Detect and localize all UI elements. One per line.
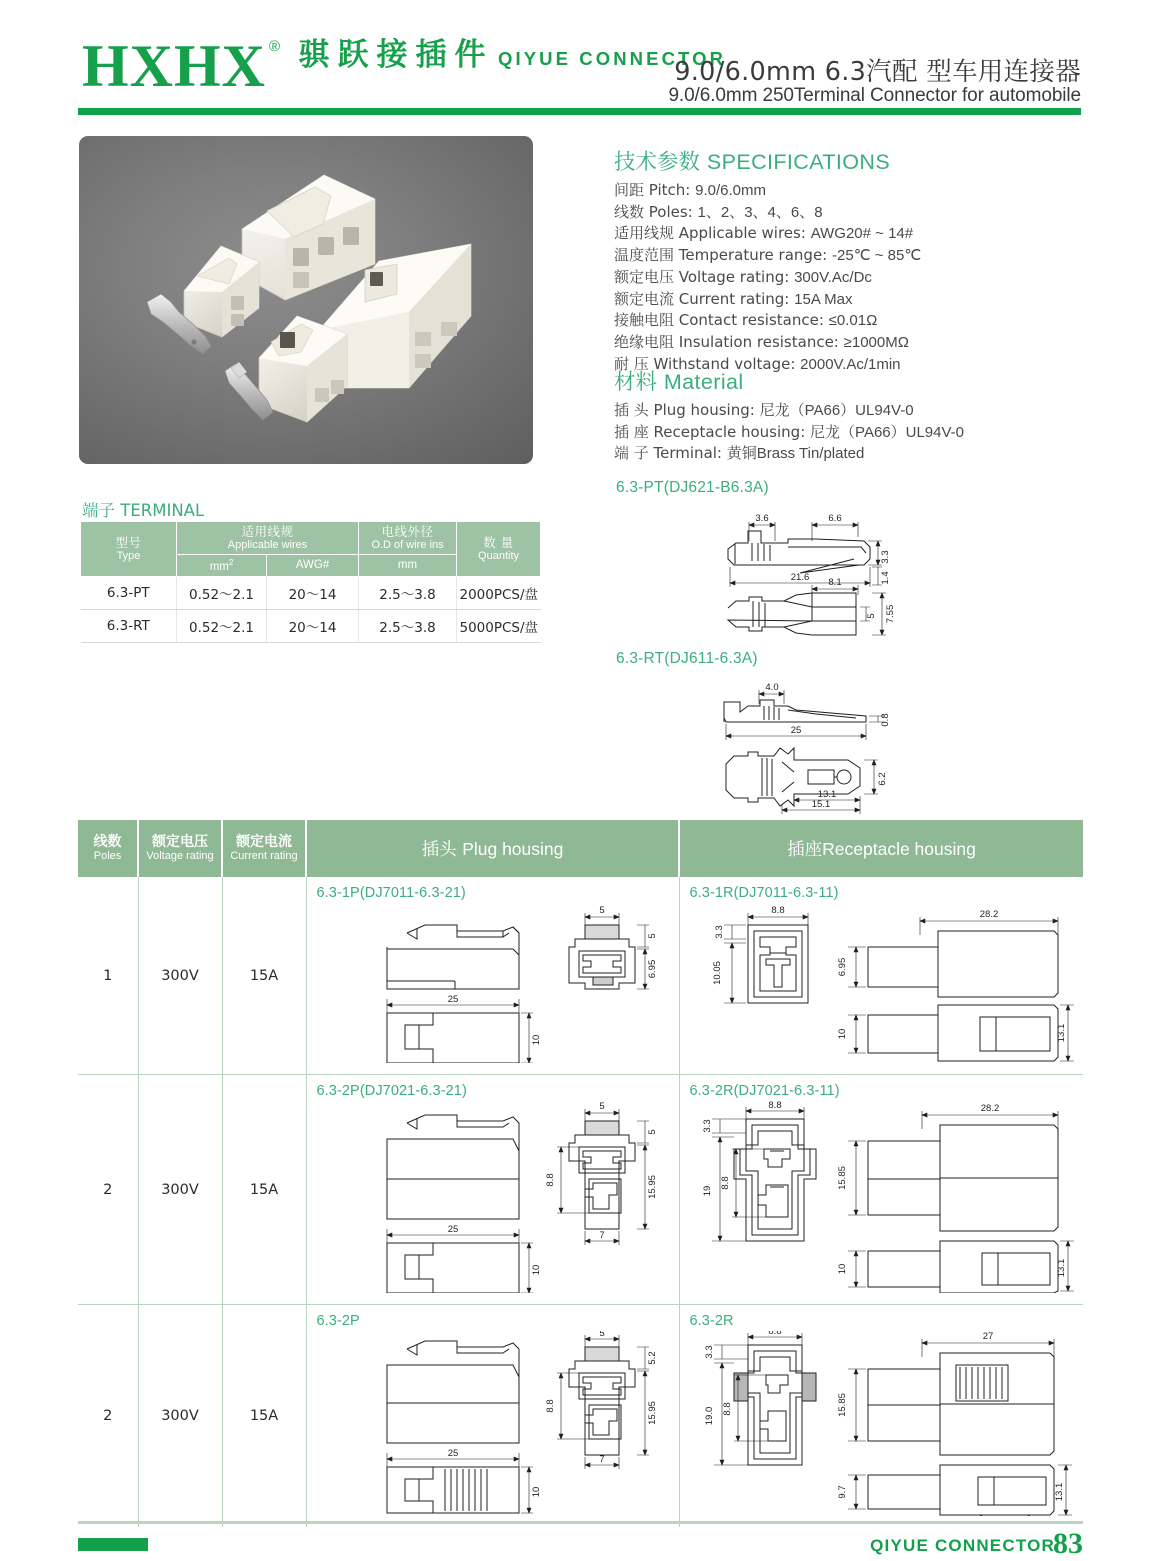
- dim-5: 5: [598, 905, 605, 916]
- spec-value: ≥1000MΩ: [843, 333, 909, 351]
- dim-5: 5: [598, 1101, 605, 1112]
- main-table-header-row: [78, 820, 1083, 877]
- dim-10: 10: [530, 1264, 542, 1276]
- spec-value: 1、2、3、4、6、8: [697, 203, 823, 221]
- spec-row: [614, 289, 1034, 311]
- connector-4pole-plug: [242, 175, 375, 300]
- cell-plug-drawing: [306, 877, 679, 1075]
- dim-7: 7: [598, 1454, 605, 1465]
- col-od-wire: 电线外径 O.D of wire ins: [359, 522, 457, 555]
- dim-5: 5: [866, 613, 877, 619]
- cell-qty: 2000PCS/盘: [457, 576, 541, 609]
- dim-25: 25: [447, 1224, 458, 1235]
- spec-label: 绝缘电阻 Insulation resistance:: [614, 332, 839, 351]
- dim-25: 25: [790, 725, 802, 736]
- material-title-cn: 材料: [614, 370, 658, 395]
- terminal-drawing-rt: [616, 650, 956, 819]
- receptacle-part-label: 6.3-2R: [689, 1313, 734, 1329]
- col-applicable-wires: 适用线规 Applicable wires: [177, 522, 359, 555]
- dim-15-95: 15.95: [646, 1175, 658, 1199]
- dim-10: 10: [530, 1486, 542, 1498]
- material-label: 端 子 Terminal:: [614, 444, 722, 463]
- cell-poles: 2: [78, 1075, 138, 1305]
- spec-value: 15A Max: [794, 290, 853, 308]
- dim-19: 19: [701, 1185, 713, 1197]
- dim-21-6: 21.6: [790, 572, 810, 583]
- dim-27: 27: [982, 1331, 993, 1342]
- product-photo: [79, 136, 533, 464]
- col-mm: mm: [359, 555, 457, 577]
- dim-1-4: 1.4: [880, 571, 891, 585]
- material-title: [614, 365, 1034, 396]
- spec-label: 适用线规 Applicable wires:: [614, 224, 806, 243]
- specifications-title-cn: 技术参数: [614, 150, 701, 175]
- connector-2pole-plug: [184, 246, 259, 337]
- terminal-drawing-pt: [616, 479, 956, 648]
- spec-label: 接触电阻 Contact resistance:: [614, 311, 824, 330]
- cell-type: 6.3-RT: [81, 609, 177, 642]
- connector-receptacle-small: [259, 316, 347, 422]
- dim-25: 25: [447, 994, 458, 1005]
- specifications-title-en: SPECIFICATIONS: [706, 150, 891, 174]
- page-title-english: 9.0/6.0mm 250Terminal Connector for automobile: [668, 85, 1081, 106]
- col-quantity: 数 量 Quantity: [457, 522, 541, 577]
- page-number: 83: [1053, 1527, 1083, 1560]
- cell-receptacle-drawing: [679, 1305, 1083, 1528]
- cell-mm2: 0.52～2.1: [177, 576, 267, 609]
- registered-trademark-icon: ®: [269, 38, 281, 55]
- dim-7: 7: [598, 1230, 605, 1241]
- cell-plug-drawing: [306, 1075, 679, 1305]
- terminal-pt-label: 6.3-PT(DJ621-B6.3A): [616, 479, 769, 496]
- dim-5-v: 5: [646, 933, 658, 939]
- logo-chinese-name: 骐跃接插件: [298, 37, 494, 73]
- cell-awg: 20～14: [267, 609, 359, 642]
- cell-poles: 1: [78, 877, 138, 1075]
- dim-15-1: 15.1: [811, 799, 831, 810]
- dim-7-55: 7.55: [885, 604, 896, 624]
- plug-part-label: 6.3-2P(DJ7021-6.3-21): [316, 1083, 467, 1099]
- table-row: [78, 877, 1083, 1075]
- cell-awg: 20～14: [267, 576, 359, 609]
- cell-plug-drawing: [306, 1305, 679, 1528]
- material-section: [614, 365, 1034, 465]
- logo-wordmark: HXHX: [82, 33, 266, 99]
- cell-od: 2.5～3.8: [359, 609, 457, 642]
- specifications-section: [614, 145, 1034, 375]
- col-poles: 线数 Poles: [78, 820, 138, 877]
- plug-part-label: 6.3-2P: [316, 1313, 360, 1329]
- material-row: [614, 422, 1034, 444]
- material-row: [614, 400, 1034, 422]
- cell-od: 2.5～3.8: [359, 576, 457, 609]
- material-title-en: Material: [663, 370, 744, 394]
- page-header: [0, 0, 1159, 118]
- dim-3-3: 3.3: [701, 1119, 713, 1133]
- spec-value: ≤0.01Ω: [828, 312, 878, 330]
- spec-value: -25℃ ~ 85℃: [832, 247, 922, 265]
- spec-label: 耐 压 Withstand voltage:: [614, 354, 796, 373]
- spec-value: 300V.Ac/Dc: [794, 268, 872, 286]
- receptacle-2r-alt-drawing: [690, 1331, 1076, 1516]
- spec-row: [614, 202, 1034, 224]
- terminal-table-header-row: [81, 522, 541, 555]
- cell-mm2: 0.52～2.1: [177, 609, 267, 642]
- page-title-chinese: 9.0/6.0mm 6.3汽配 型车用连接器: [674, 57, 1081, 87]
- spec-value: AWG20# ~ 14#: [810, 225, 914, 243]
- dim-13-1: 13.1: [1055, 1258, 1067, 1278]
- dim-3-6: 3.6: [755, 513, 769, 524]
- dim-10: 10: [836, 1263, 848, 1275]
- brand-logo: [82, 33, 727, 99]
- dim-8-1: 8.1: [828, 577, 842, 588]
- dim-15-85: 15.85: [836, 1393, 848, 1417]
- col-plug-housing: 插头 Plug housing: [306, 820, 679, 877]
- receptacle-2r-drawing: [690, 1101, 1076, 1293]
- plug-2p-drawing: [317, 1101, 669, 1293]
- receptacle-part-label: 6.3-2R(DJ7021-6.3-11): [689, 1083, 840, 1099]
- cell-receptacle-drawing: [679, 1075, 1083, 1305]
- spec-value: 9.0/6.0mm: [695, 182, 766, 199]
- dim-19-0: 19.0: [703, 1406, 715, 1426]
- col-voltage-rating: 额定电压 Voltage rating: [138, 820, 222, 877]
- dim-13-1: 13.1: [1055, 1023, 1067, 1043]
- col-current-rating: 额定电流 Current rating: [222, 820, 306, 877]
- material-value: 黄铜Brass Tin/plated: [726, 445, 865, 463]
- dim-5-2: 5.2: [646, 1351, 658, 1365]
- terminal-table-title-en: TERMINAL: [120, 501, 205, 520]
- logo-chinese-block: [299, 38, 727, 74]
- spec-row: [614, 332, 1034, 354]
- cell-current: 15A: [222, 1305, 306, 1528]
- cell-voltage: 300V: [138, 1305, 222, 1528]
- dim-8-8: 8.8: [767, 1331, 782, 1337]
- spec-label: 额定电流 Current rating:: [614, 289, 790, 308]
- terminal-pt-svg: [616, 503, 956, 643]
- dim-8-8-inner: 8.8: [719, 1176, 731, 1190]
- material-value: 尼龙（PA66）UL94V-0: [759, 402, 914, 419]
- spec-row: [614, 180, 1034, 202]
- dim-15-95: 15.95: [646, 1401, 658, 1425]
- footer-brand: QIYUE CONNECTOR: [870, 1536, 1055, 1555]
- dim-13-1: 13.1: [817, 789, 837, 800]
- table-row: [81, 609, 541, 642]
- dim-3-3: 3.3: [713, 925, 725, 939]
- col-mm2: $mm^2$: [177, 555, 267, 577]
- col-awg: AWG#: [267, 555, 359, 577]
- dim-28-2: 28.2: [979, 909, 998, 920]
- footer-accent-bar: [78, 1538, 148, 1551]
- dim-5: 5: [598, 1331, 605, 1339]
- cell-receptacle-drawing: [679, 877, 1083, 1075]
- terminal-specs-table: [80, 521, 541, 643]
- dim-8-8-inner: 8.8: [721, 1402, 733, 1416]
- col-receptacle-housing: 插座Receptacle housing: [679, 820, 1083, 877]
- cell-poles: 2: [78, 1305, 138, 1528]
- dim-25: 25: [447, 1448, 458, 1459]
- dim-8-8: 8.8: [544, 1399, 556, 1413]
- dim-10: 10: [836, 1028, 848, 1040]
- spec-row: [614, 245, 1034, 267]
- col-type: 型号 Type: [81, 522, 177, 577]
- material-value: 尼龙（PA66）UL94V-0: [810, 423, 965, 441]
- spec-label: 温度范围 Temperature range:: [614, 246, 828, 265]
- dim-3-3: 3.3: [880, 550, 891, 564]
- header-divider: [78, 108, 1081, 115]
- table-row: [78, 1075, 1083, 1305]
- material-label: 插 头 Plug housing:: [614, 401, 755, 419]
- dim-3-3: 3.3: [703, 1345, 715, 1359]
- dim-10-05: 10.05: [711, 961, 723, 985]
- cell-voltage: 300V: [138, 1075, 222, 1305]
- spec-label: 线数 Poles:: [614, 202, 693, 221]
- dim-5-v: 5: [646, 1129, 658, 1135]
- plug-part-label: 6.3-1P(DJ7011-6.3-21): [316, 885, 466, 901]
- cell-voltage: 300V: [138, 877, 222, 1075]
- terminal-rt-svg: [616, 674, 956, 814]
- dim-8-8: 8.8: [767, 1101, 782, 1111]
- connector-models-table: [78, 820, 1083, 1527]
- spec-row: [614, 223, 1034, 245]
- terminal-table-title: [82, 497, 204, 521]
- dim-6-6: 6.6: [828, 513, 842, 524]
- dim-13-1: 13.1: [1053, 1482, 1065, 1502]
- table-row: [81, 576, 541, 609]
- footer-divider: [78, 1521, 1083, 1524]
- dim-8-8: 8.8: [770, 905, 785, 916]
- spec-label: 间距 Pitch:: [614, 181, 691, 199]
- dim-9-7: 9.7: [836, 1485, 848, 1499]
- material-label: 插 座 Receptacle housing:: [614, 422, 806, 441]
- cell-current: 15A: [222, 1075, 306, 1305]
- plug-2p-alt-drawing: [317, 1331, 669, 1516]
- terminal-rt-label: 6.3-RT(DJ611-6.3A): [616, 650, 758, 667]
- spec-label: 额定电压 Voltage rating:: [614, 267, 790, 286]
- dim-10: 10: [530, 1034, 542, 1046]
- logo-english-name: QIYUE CONNECTOR: [497, 48, 727, 69]
- dim-0-8: 0.8: [880, 713, 891, 727]
- dim-15-85: 15.85: [836, 1166, 848, 1190]
- table-row: [78, 1305, 1083, 1528]
- receptacle-part-label: 6.3-1R(DJ7011-6.3-11): [689, 885, 839, 901]
- cell-current: 15A: [222, 877, 306, 1075]
- dim-4-0: 4.0: [765, 682, 779, 693]
- plug-1p-drawing: [317, 903, 669, 1063]
- specifications-title: [614, 145, 1034, 176]
- terminal-table-title-cn: 端子: [82, 501, 115, 520]
- spec-row: [614, 267, 1034, 289]
- cell-type: 6.3-PT: [81, 576, 177, 609]
- receptacle-1r-drawing: [690, 903, 1076, 1063]
- dim-6-95: 6.95: [646, 959, 658, 979]
- cell-qty: 5000PCS/盘: [457, 609, 541, 642]
- spec-row: [614, 310, 1034, 332]
- dim-6-95: 6.95: [836, 957, 848, 977]
- material-row: [614, 443, 1034, 465]
- spec-value: 2000V.Ac/1min: [800, 355, 901, 373]
- dim-8-8: 8.8: [544, 1173, 556, 1187]
- dim-28-2: 28.2: [980, 1103, 999, 1114]
- dim-6-2: 6.2: [877, 772, 888, 786]
